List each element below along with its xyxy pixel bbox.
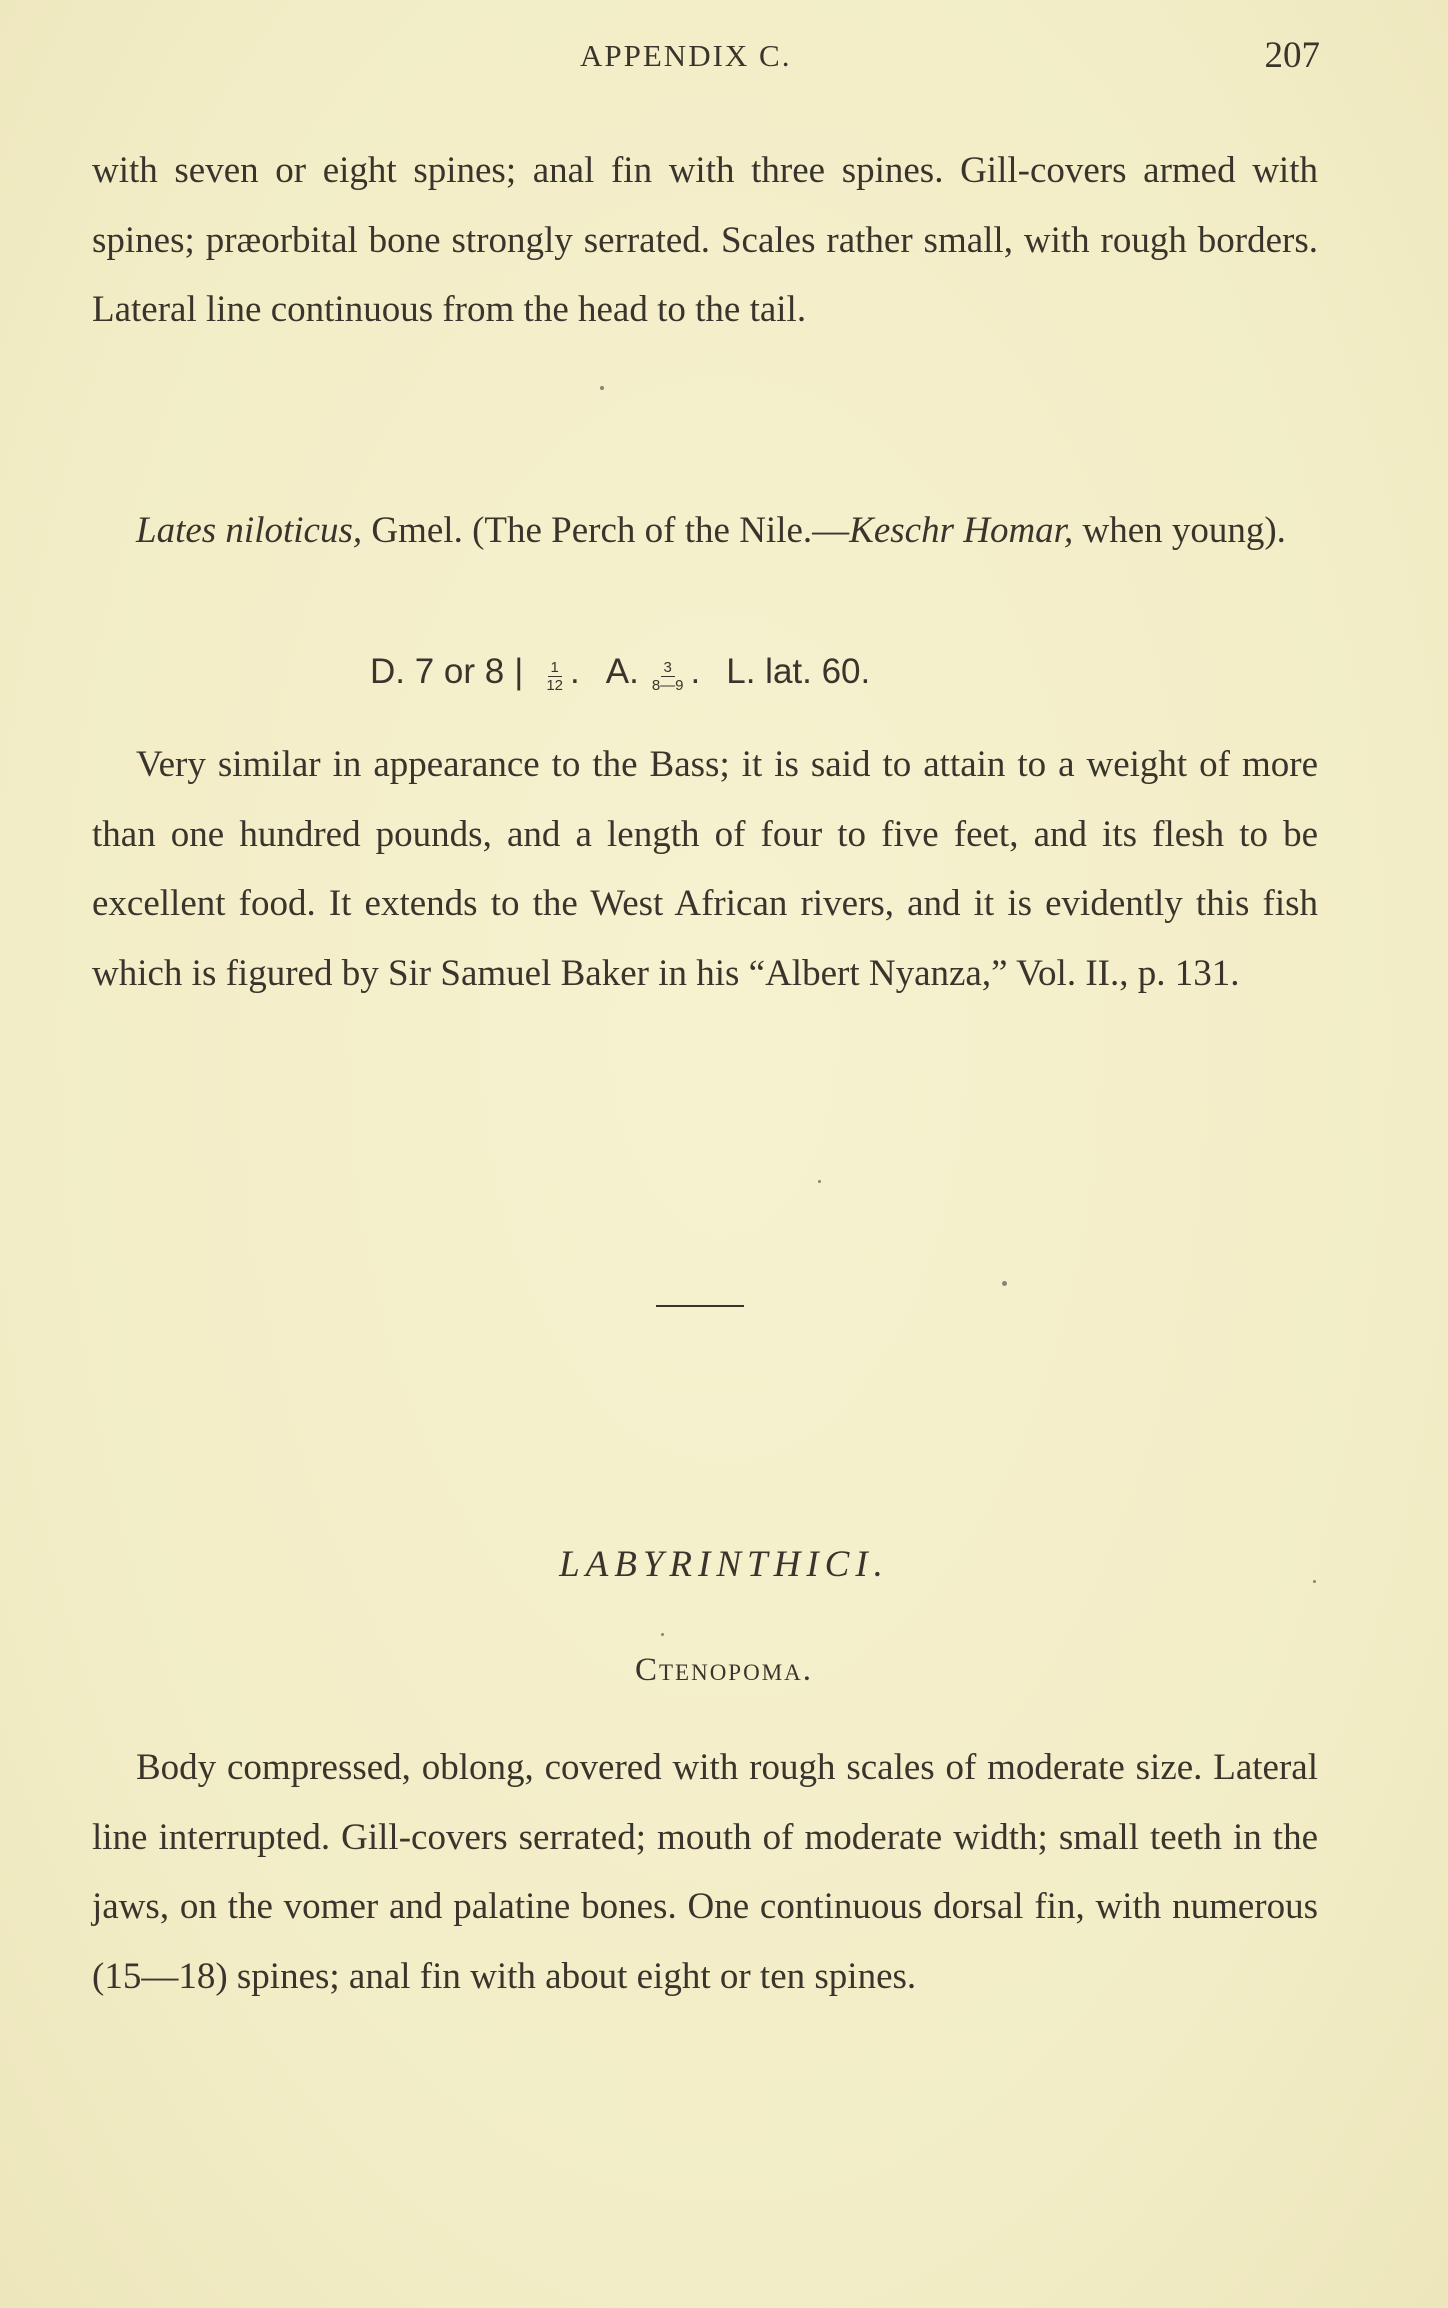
- dorsal-fraction-numerator: 1: [548, 660, 562, 677]
- local-name: Keschr Homar,: [849, 510, 1074, 551]
- paper-speck: [1002, 1281, 1007, 1286]
- dorsal-fraction-denominator: 12: [546, 676, 564, 694]
- formula-separator: |: [514, 652, 524, 691]
- dorsal-fraction: [543, 660, 566, 693]
- page-number: 207: [1264, 35, 1320, 76]
- species-authority: Gmel. (The Perch of the Nile.—: [362, 510, 850, 551]
- running-head: APPENDIX C.: [580, 38, 792, 73]
- fin-formula: [370, 652, 870, 692]
- paragraph-species-title: [92, 496, 1318, 566]
- paragraph-fin-description: with seven or eight spines; anal fin with three spines. Gill-covers armed with spines; præorbital bone strongly serrated. Scales rather small, with rough borders. Lateral line continuous from the head to the tail.: [92, 150, 1318, 330]
- paper-speck: [661, 1633, 664, 1636]
- paragraph-genus-description: Body compressed, oblong, covered with rough scales of moderate size. Lateral line interrupted. Gill-covers serrated; mouth of moderate width; small teeth in the jaws, on the vomer and palatine bones. One continuous dorsal fin, with numerous (15—18) spines; anal fin with about eight or ten spines.: [92, 1747, 1318, 1997]
- lateral-line-count: L. lat. 60.: [726, 652, 871, 691]
- species-name: Lates niloticus,: [136, 510, 363, 551]
- paper-speck: [600, 386, 604, 390]
- dorsal-label: D. 7 or 8: [370, 652, 505, 691]
- paper-speck: [818, 1180, 821, 1183]
- anal-fraction-numerator: 3: [661, 660, 675, 677]
- species-note: when young).: [1073, 510, 1286, 551]
- section-heading: LABYRINTHICI.: [559, 1544, 889, 1585]
- anal-fraction-denominator: 8—9: [651, 676, 684, 694]
- paragraph-species-description: Very similar in appearance to the Bass; it is said to attain to a weight of more than one hundred pounds, and a length of four to five feet, and its flesh to be excellent food. It extends to the West African rivers, and it is evidently this fish which is figured by Sir Samuel Baker in his “Albert Nyanza,” Vol. II., p. 131.: [92, 744, 1318, 994]
- anal-end: .: [690, 652, 701, 691]
- dorsal-end: .: [570, 652, 580, 691]
- anal-fraction: [649, 660, 687, 693]
- paper-speck: [1313, 1580, 1316, 1583]
- anal-label: A.: [605, 652, 639, 691]
- section-divider: [656, 1305, 744, 1307]
- genus-heading: Ctenopoma.: [634, 1652, 814, 1688]
